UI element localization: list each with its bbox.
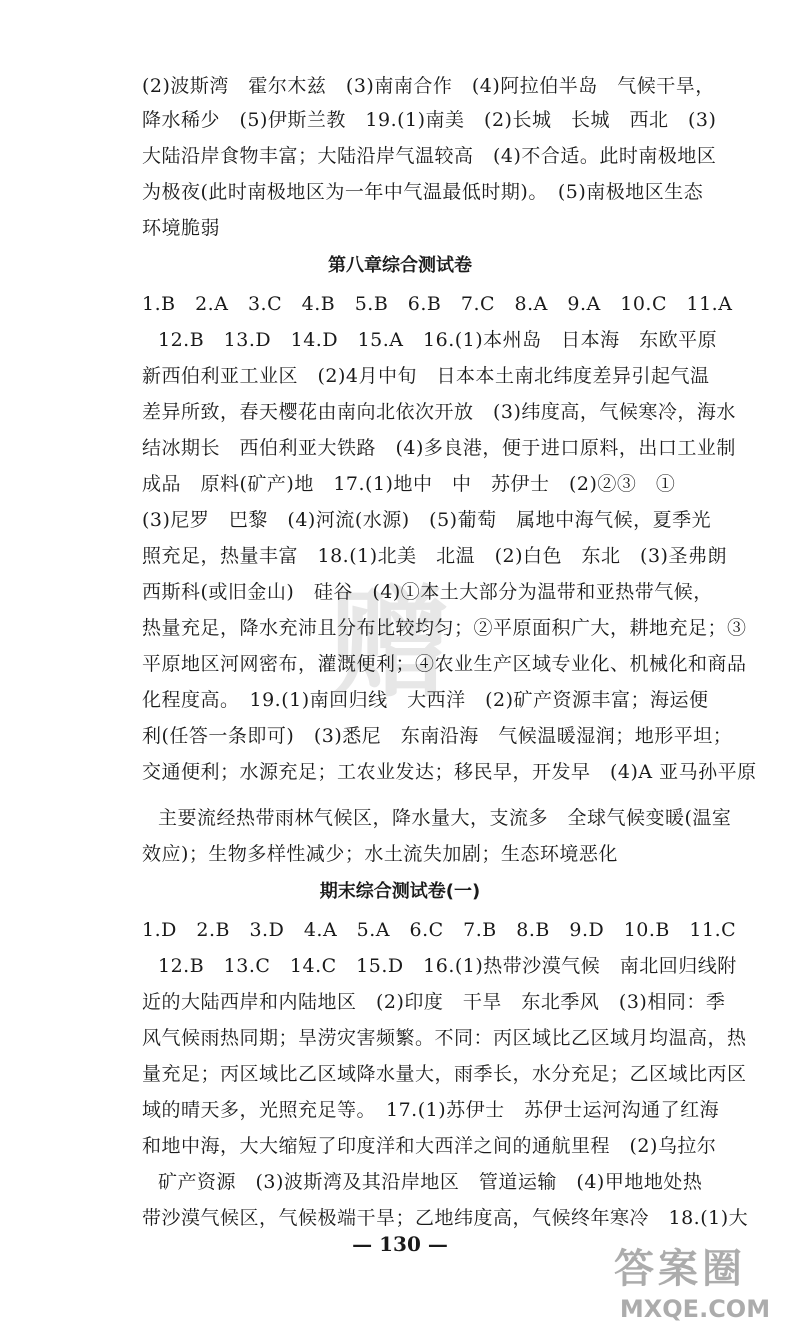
section-heading: 期末综合测试卷(一) [319,881,481,902]
text-line: 成品 原料(矿产)地 17.(1)地中 中 苏伊士 (2)②③ ① [142,473,676,495]
text-line: 1.D 2.B 3.D 4.A 5.A 6.C 7.B 8.B 9.D 10.B 11.C [142,919,737,941]
text-line: 1.B 2.A 3.C 4.B 5.B 6.B 7.C 8.A 9.A 10.C 11.A [142,293,733,315]
text-line: 近的大陆西岸和内陆地区 (2)印度 干旱 东北季风 (3)相同：季 [142,991,726,1013]
text-line: 量充足；丙区域比乙区域降水量大，雨季长，水分充足；乙区域比丙区 [142,1063,747,1085]
text-line: 化程度高。 19.(1)南回归线 大西洋 (2)矿产资源丰富；海运便 [142,689,709,711]
text-line: 降水稀少 (5)伊斯兰教 19.(1)南美 (2)长城 长城 西北 (3) [142,109,717,131]
text-line: 新西伯利亚工业区 (2)4月中旬 日本本土南北纬度差异引起气温 [142,365,710,387]
text-line: 效应)；生物多样性减少；水土流失加剧；生态环境恶化 [142,843,618,865]
text-line: 环境脆弱 [142,217,221,239]
text-line: 差异所致，春天樱花由南向北依次开放 (3)纬度高，气候寒冷，海水 [142,401,736,423]
watermark-logo [575,1245,795,1325]
text-line: 主要流经热带雨林气候区，降水量大，支流多 全球气候变暖(温室 [158,807,732,829]
section-heading: 第八章综合测试卷 [328,255,472,276]
page-number: — 130 — [352,1232,448,1256]
text-line: 利(任答一条即可) (3)悉尼 东南沿海 气候温暖湿润；地形平坦； [142,725,733,747]
watermark-badge: 答案圈 [614,1246,746,1292]
watermark-stamp: 赠 [330,575,450,714]
text-line: 西斯科(或旧金山) 硅谷 (4)①本土大部分为温带和亚热带气候， [142,581,713,603]
text-line: 12.B 13.D 14.D 15.A 16.(1)本州岛 日本海 东欧平原 [158,329,718,351]
text-line: (2)波斯湾 霍尔木兹 (3)南南合作 (4)阿拉伯半岛 气候干旱， [142,75,715,97]
text-line: 12.B 13.C 14.C 15.D 16.(1)热带沙漠气候 南北回归线附 [158,955,737,977]
text-line: 结冰期长 西伯利亚大铁路 (4)多良港，便于进口原料，出口工业制 [142,437,736,459]
text-line: 为极夜(此时南极地区为一年中气温最低时期)。 (5)南极地区生态 [142,181,704,203]
text-line: 热量充足，降水充沛且分布比较均匀；②平原面积广大，耕地充足；③ [142,617,747,639]
text-line: 风气候雨热同期；旱涝灾害频繁。不同：丙区域比乙区域月均温高，热 [142,1027,747,1049]
text-line: 平原地区河网密布，灌溉便利；④农业生产区域专业化、机械化和商品 [142,653,747,675]
text-line: (3)尼罗 巴黎 (4)河流(水源) (5)葡萄 属地中海气候，夏季光 [142,509,712,531]
text-line: 域的晴天多，光照充足等。 17.(1)苏伊士 苏伊士运河沟通了红海 [142,1099,720,1121]
text-line: 交通便利；水源充足；工农业发达；移民早，开发早 (4)A 亚马孙平原 [142,761,757,783]
text-line: 照充足，热量丰富 18.(1)北美 北温 (2)白色 东北 (3)圣弗朗 [142,545,727,567]
watermark-url: MXQE.COM [619,1295,771,1323]
text-line: 带沙漠气候区，气候极端干旱；乙地纬度高，气候终年寒冷 18.(1)大 [142,1207,749,1229]
text-line: 矿产资源 (3)波斯湾及其沿岸地区 管道运输 (4)甲地地处热 [158,1171,703,1193]
text-line: 和地中海，大大缩短了印度洋和大西洋之间的通航里程 (2)乌拉尔 [142,1135,717,1157]
text-line: 大陆沿岸食物丰富；大陆沿岸气温较高 (4)不合适。此时南极地区 [142,145,717,167]
